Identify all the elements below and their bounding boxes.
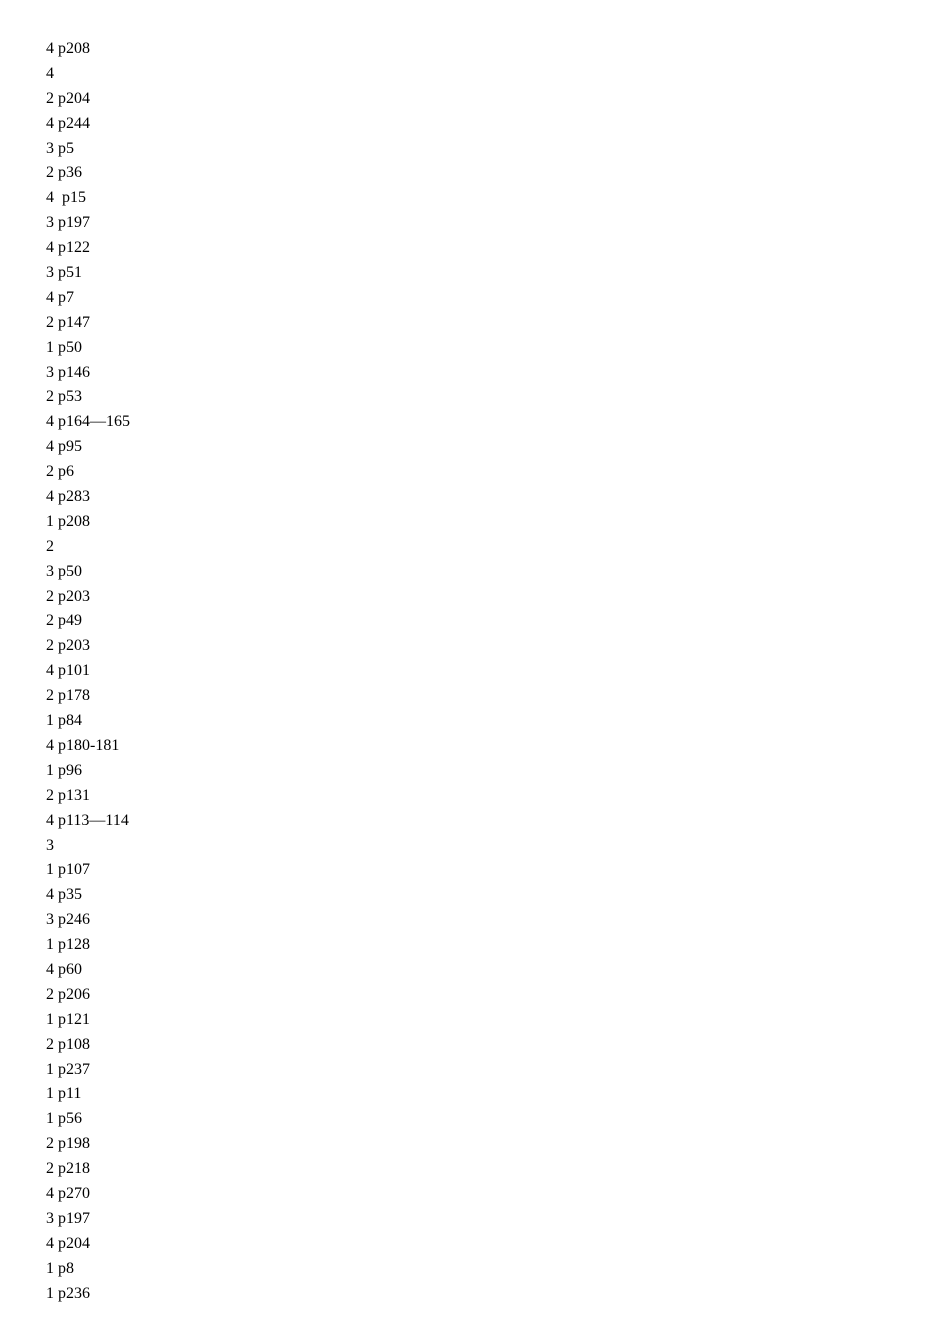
- list-item: 3 p146: [46, 363, 90, 381]
- list-item: 1 p237: [46, 1060, 90, 1078]
- list-item: 4 p270: [46, 1184, 90, 1202]
- list-item: 2: [46, 537, 54, 555]
- list-item: 4 p113—114: [46, 811, 129, 829]
- list-item: 2 p204: [46, 89, 90, 107]
- list-item: 1 p50: [46, 338, 82, 356]
- list-item: 2 p203: [46, 587, 90, 605]
- list-item: 4 p164—165: [46, 413, 130, 431]
- list-item: 2 p218: [46, 1160, 90, 1178]
- list-item: 1 p11: [46, 1085, 82, 1103]
- list-item: 1 p107: [46, 861, 90, 879]
- list-item: 1 p121: [46, 1010, 90, 1028]
- list-item: 4: [46, 64, 54, 82]
- list-item: 2 p203: [46, 637, 90, 655]
- list-item: 4 p101: [46, 662, 90, 680]
- list-item: 3 p246: [46, 911, 90, 929]
- list-item: 3: [46, 836, 54, 854]
- list-item: 2 p36: [46, 164, 82, 182]
- list-item: 2 p49: [46, 612, 82, 630]
- list-item: 2 p108: [46, 1035, 90, 1053]
- list-item: 4 p7: [46, 288, 74, 306]
- list-item: 4 p60: [46, 960, 82, 978]
- list-item: 1 p128: [46, 936, 90, 954]
- list-item: 3 p197: [46, 1209, 90, 1227]
- list-item: 1 p84: [46, 712, 82, 730]
- list-item: 2 p53: [46, 388, 82, 406]
- list-item: 2 p198: [46, 1135, 90, 1153]
- list-item: 2 p147: [46, 313, 90, 331]
- list-item: 3 p50: [46, 562, 82, 580]
- list-item: 4 p122: [46, 239, 90, 257]
- list-item: 1 p96: [46, 761, 82, 779]
- list-item: 4 p208: [46, 40, 90, 57]
- list-item: 4 p244: [46, 114, 90, 132]
- list-item: 1 p8: [46, 1259, 74, 1277]
- list-item: 3 p5: [46, 139, 74, 157]
- list-item: 4 p204: [46, 1234, 90, 1252]
- list-item: 2 p131: [46, 786, 90, 804]
- list-item: 3 p51: [46, 264, 82, 282]
- list-item: 4 p35: [46, 886, 82, 904]
- list-item: 2 p206: [46, 985, 90, 1003]
- list-item: 4 p95: [46, 438, 82, 456]
- list-item: 4 p283: [46, 488, 90, 506]
- list-item: 3 p197: [46, 214, 90, 232]
- list-item: 2 p178: [46, 687, 90, 705]
- list-item: 1 p208: [46, 512, 90, 530]
- list-item: 4 p15: [46, 189, 86, 207]
- list-item: 2 p6: [46, 463, 74, 481]
- list-item: 4 p180-181: [46, 736, 120, 754]
- list-item: 1 p236: [46, 1284, 90, 1302]
- list-item: 1 p56: [46, 1110, 82, 1128]
- page-reference-list: [46, 37, 130, 1306]
